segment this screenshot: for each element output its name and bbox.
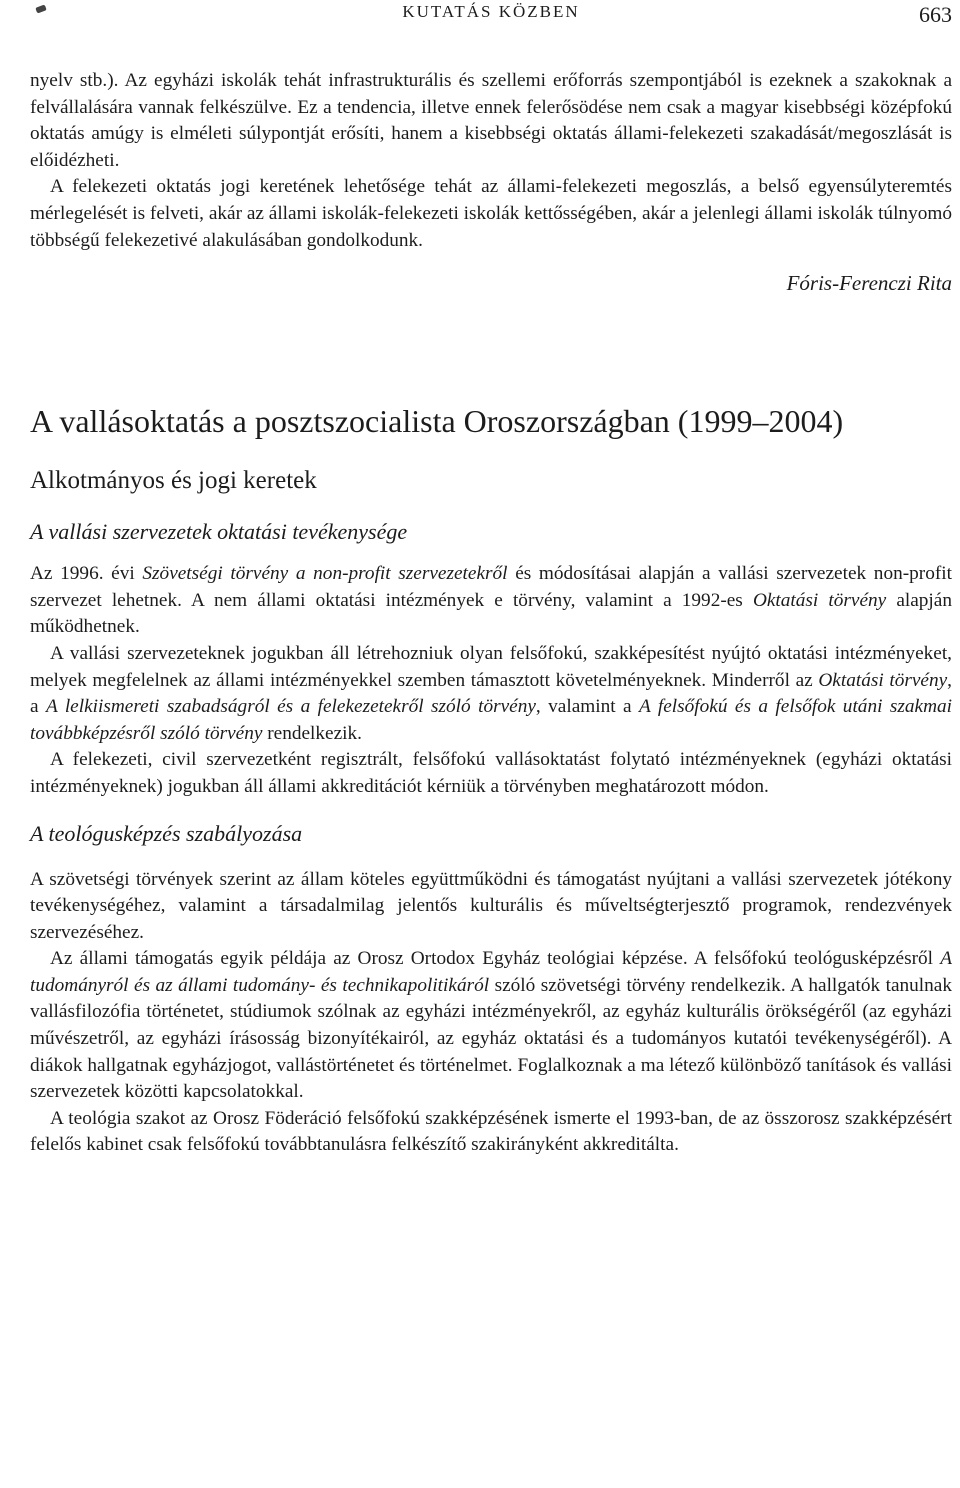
running-header [30, 0, 952, 40]
running-title: KUTATÁS KÖZBEN [402, 2, 580, 21]
article-title: A vallásoktatás a posztszocialista Oroszországban (1999–2004) [30, 403, 844, 440]
body-paragraph: Az állami támogatás egyik példája az Orosz Ortodox Egyház teológiai képzése. A felsőfokú teológusképzésről A tudományról és az állami tudomány- és technikapolitikáról szóló szövetségi törvény rendelkezik. A hallgatók tanulnak vallásfilozófia történetet, stúdiumok szólnak az egyházi intézményekről, az egyház kulturális örökségéről (az egyházi művészetről, az egyházi írásosság bizonyítékairól, az egyház oktatási és a tudományos kutatói tevékenységéről). A diákok hallgatnak egyházjogot, vallástörténetet és történelmet. Foglalkoznak a ma létező különböző tanítások és vallási szervezetek közötti kapcsolatokkal. [30, 948, 952, 1103]
subsection-heading: A teológusképzés szabályozása [30, 820, 303, 846]
body-paragraph: Az 1996. évi Szövetségi törvény a non-profit szervezetekről és módosításai alapján a vallási szervezetek non-profit szervezet lehetnek. A nem állami oktatási intézmények e törvény, valamint a 1992-es Oktatási törvény alapján működhetnek. [30, 563, 952, 638]
author-signature: Fóris-Ferenczi Rita [786, 271, 952, 296]
intro-paragraph: A felekezeti oktatás jogi keretének lehetősége tehát az állami-felekezeti megoszlás, a belső egyensúlyteremtés mérlegelését is felveti, akár az állami iskolák-felekezeti iskolák kettősségében, akár a jelenlegi állami iskolák túlnyomó többségű felekezetivé alakulásában gondolkodunk. [30, 176, 952, 251]
document-page [30, 0, 952, 1156]
body-paragraph: A szövetségi törvények szerint az állam köteles együttműködni és támogatást nyújtani a vallási szervezetek jótékony tevékenységéhez, valamint a társadalmilag jelentős kulturális és műveltségterjesztő programok, rendezvények szervezéséhez. [30, 868, 952, 943]
subsection-heading: A vallási szervezetek oktatási tevékenysége [30, 519, 408, 545]
intro-paragraph: nyelv stb.). Az egyházi iskolák tehát infrastrukturális és szellemi erőforrás szempontjából is ezeknek a szakoknak a felvállalására vannak felkészülve. Ez a tendencia, illetve ennek felerősödése nem csak a magyar kisebbségi középfokú oktatás amúgy is elméleti súlypontját erősíti, hanem a kisebbségi oktatás állami-felekezeti szakadását/megoszlását is előidézheti. [30, 70, 952, 171]
page-body [30, 68, 952, 1159]
body-paragraph: A teológia szakot az Orosz Föderáció felsőfokú szakképzésének ismerte el 1993-ban, de az összorosz szakképzésért felelős kabinet csak felsőfokú továbbtanulásra felkészítő szakirányként akkreditálta. [30, 1107, 952, 1156]
body-paragraph: A felekezeti, civil szervezetként regisztrált, felsőfokú vallásoktatást folytató intézményeknek (egyházi oktatási intézményeknek) jogukban áll állami akkreditációt kérniük a törvényben meghatározott módon. [30, 749, 952, 797]
page-number: 663 [919, 2, 952, 27]
section-heading: Alkotmányos és jogi keretek [30, 467, 317, 495]
body-paragraph: A vallási szervezeteknek jogukban áll létrehozniuk olyan felsőfokú, szakképesítést nyújtó oktatási intézményeket, melyek megfelelnek az állami intézményekkel szemben támasztott követelményeknek. Minderről az Oktatási törvény, a A lelkiismereti szabadságról és a felekezetekről szóló törvény, valamint a A felsőfokú és a felsőfok utáni szakmai továbbképzésről szóló törvény rendelkezik. [30, 642, 952, 744]
